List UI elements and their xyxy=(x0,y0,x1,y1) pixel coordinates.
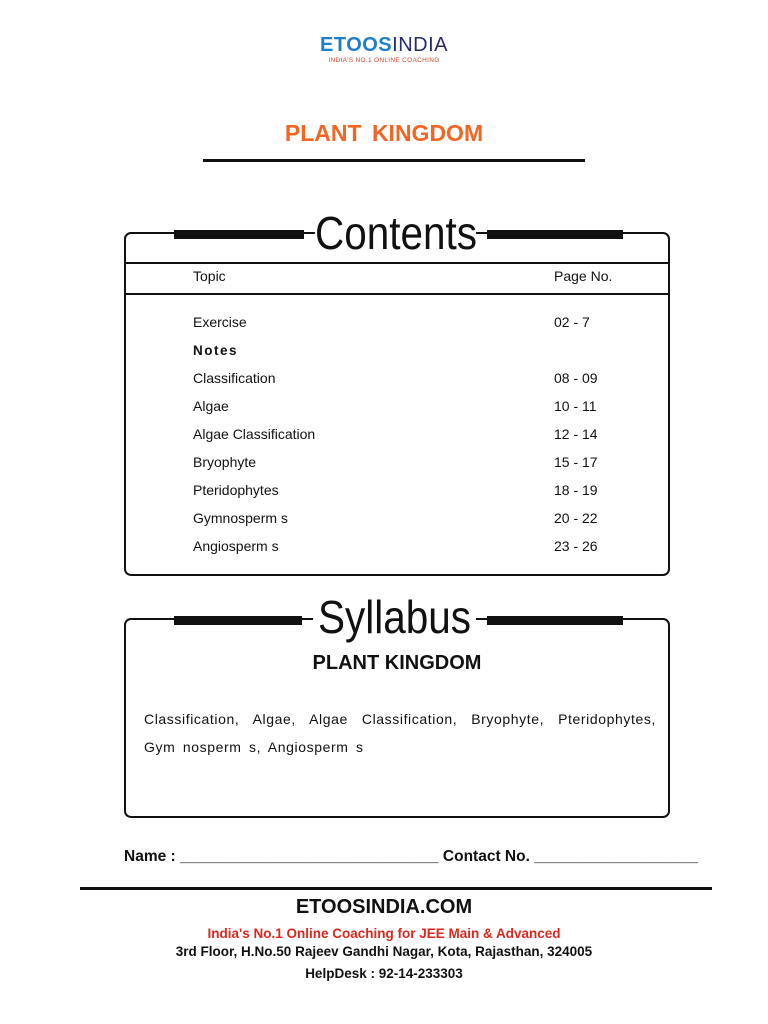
contents-col-topic: Topic xyxy=(193,268,226,284)
contents-row-notes: Notes xyxy=(193,343,239,358)
document-title: PLANT KINGDOM xyxy=(284,120,484,146)
contents-row-page: 20 - 22 xyxy=(554,510,598,526)
footer-site: ETOOSINDIA.COM xyxy=(295,896,473,918)
syllabus-heading-bar-right xyxy=(487,616,623,625)
logo-tagline: INDIA'S NO.1 ONLINE COACHING xyxy=(328,57,440,64)
contents-row-topic: Algae Classification xyxy=(193,426,316,442)
contents-row-page: 12 - 14 xyxy=(554,426,598,442)
name-field-label: Name : ______________________________ xyxy=(124,848,439,865)
etoosindia-logo xyxy=(0,34,768,64)
contents-header-rule-bottom xyxy=(126,293,668,295)
contents-row-page: 23 - 26 xyxy=(554,538,598,554)
syllabus-heading: Syllabus xyxy=(313,594,476,640)
syllabus-heading-bar-left xyxy=(174,616,302,625)
contents-row-topic: Gymnosperm s xyxy=(193,510,288,526)
contents-row-page: 02 - 7 xyxy=(554,314,590,330)
name-contact-line xyxy=(124,848,698,866)
syllabus-title: PLANT KINGDOM xyxy=(312,652,482,674)
contents-row-topic: Exercise xyxy=(193,314,247,330)
contents-row-topic: Bryophyte xyxy=(193,454,257,470)
contents-heading-bar-right xyxy=(487,230,623,239)
contents-row-page: 08 - 09 xyxy=(554,370,598,386)
contents-row-topic: Algae xyxy=(193,398,229,414)
logo-brand-part2: INDIA xyxy=(392,34,448,56)
title-underline xyxy=(203,159,585,162)
footer-tagline: India's No.1 Online Coaching for JEE Main & Advanced xyxy=(207,926,561,941)
contents-row-page: 18 - 19 xyxy=(554,482,598,498)
contents-row-page: 10 - 11 xyxy=(554,398,597,414)
footer-helpdesk: HelpDesk : 92-14-233303 xyxy=(305,966,463,981)
contents-row-topic: Angiosperm s xyxy=(193,538,279,554)
footer-address: 3rd Floor, H.No.50 Rajeev Gandhi Nagar, Kota, Rajasthan, 324005 xyxy=(175,944,593,959)
contents-row-topic: Pteridophytes xyxy=(193,482,279,498)
contents-header-rule xyxy=(126,262,668,264)
contents-heading: Contents xyxy=(314,207,478,259)
contents-row-page: 15 - 17 xyxy=(554,454,598,470)
contents-heading-bar-left xyxy=(174,230,304,239)
footer-rule xyxy=(80,887,712,890)
logo-brand-part1: ETOOS xyxy=(320,34,393,56)
contact-field-label: Contact No. ___________________ xyxy=(442,848,698,865)
syllabus-text: Classification, Algae, Algae Classification, Bryophyte, Pteridophytes, Gym nosperm s, Angiosperm s xyxy=(144,711,656,755)
contents-row-topic: Classification xyxy=(193,370,276,386)
contents-col-page: Page No. xyxy=(554,268,613,284)
